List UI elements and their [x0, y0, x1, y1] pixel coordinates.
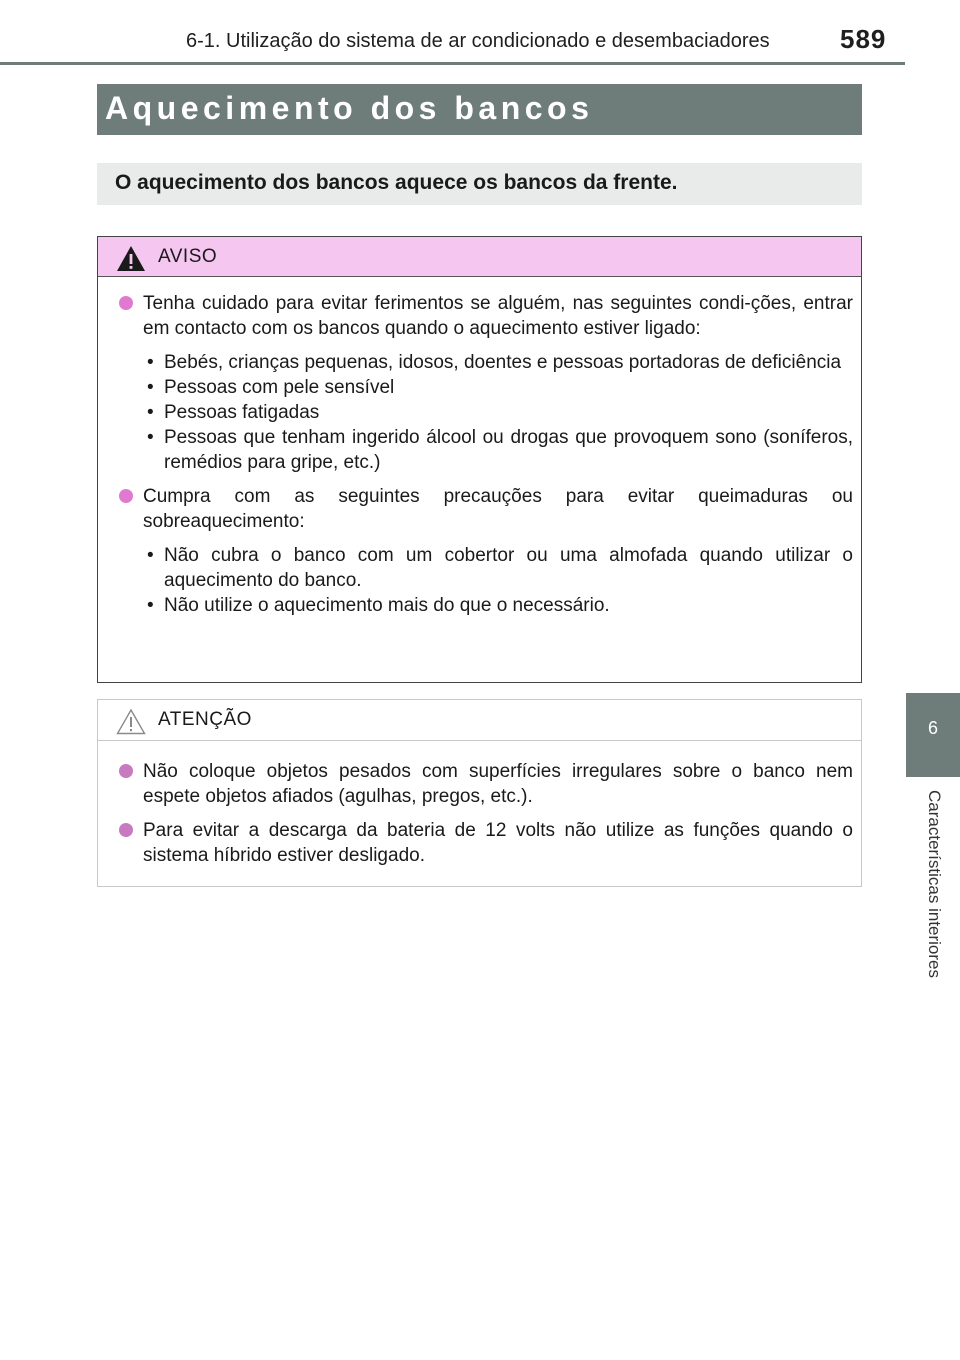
intro-box	[97, 163, 862, 205]
warning-label: AVISO	[158, 246, 218, 267]
intro-text: O aquecimento dos bancos aquece os bancos da frente.	[115, 171, 678, 194]
warning-sublist	[118, 350, 853, 475]
list-item-text: Não cubra o banco com um cobertor ou uma almofada quando utilizar o aquecimento do banco.	[164, 545, 853, 591]
paragraph-text: Cumpra com as seguintes precauções para evitar queimaduras ou sobreaquecimento:	[143, 486, 853, 532]
chapter-tab-number: 6	[906, 693, 960, 777]
list-item-text: Bebés, crianças pequenas, idosos, doentes e pessoas portadoras de deficiência	[164, 352, 842, 373]
caution-paragraph	[118, 818, 853, 868]
warning-box	[97, 236, 862, 683]
list-item: • Não cubra o banco com um cobertor ou uma almofada quando utilizar o aquecimento do banco.	[147, 545, 853, 591]
caution-paragraph	[118, 759, 853, 809]
list-item: • Pessoas fatigadas	[147, 402, 320, 423]
warning-header	[98, 237, 861, 277]
caution-label: ATENÇÃO	[158, 709, 252, 730]
list-item: • Pessoas com pele sensível	[147, 377, 395, 398]
page-header	[0, 0, 905, 70]
list-item: • Bebés, crianças pequenas, idosos, doentes e pessoas portadoras de deficiência	[147, 352, 842, 373]
section-heading-text: Aquecimento dos bancos	[105, 90, 594, 126]
warning-triangle-filled-icon	[116, 245, 146, 272]
bullet-dot-icon	[119, 823, 133, 837]
list-item-text: Pessoas fatigadas	[164, 402, 320, 423]
list-item-text: Não utilize o aquecimento mais do que o necessário.	[164, 595, 610, 616]
paragraph-text: Tenha cuidado para evitar ferimentos se alguém, nas seguintes condi-ções, entrar em contacto com os bancos quando o aquecimento estiver ligado:	[143, 293, 853, 339]
caution-body	[98, 741, 861, 868]
list-item: • Não utilize o aquecimento mais do que o necessário.	[147, 595, 610, 616]
bullet-dot-icon	[119, 764, 133, 778]
warning-triangle-outline-icon	[116, 708, 146, 735]
bullet-dot-icon	[119, 296, 133, 310]
bullet-dot-icon	[119, 489, 133, 503]
paragraph-text: Para evitar a descarga da bateria de 12 volts não utilize as funções quando o sistema híbrido estiver desligado.	[143, 820, 853, 866]
warning-paragraph	[118, 291, 853, 341]
chapter-tab-label	[914, 790, 954, 1020]
caution-box	[97, 699, 862, 887]
list-item-text: Pessoas com pele sensível	[164, 377, 395, 398]
paragraph-text: Não coloque objetos pesados com superfícies irregulares sobre o banco nem espete objetos afiados (agulhas, pregos, etc.).	[143, 761, 853, 807]
list-item: • Pessoas que tenham ingerido álcool ou drogas que provoquem sono (soníferos, remédios para gripe, etc.)	[147, 427, 853, 473]
warning-sublist	[118, 543, 853, 618]
warning-body	[98, 277, 861, 618]
section-title: 6-1. Utilização do sistema de ar condicionado e desembaciadores	[186, 30, 770, 52]
caution-header	[98, 700, 861, 741]
section-heading	[97, 84, 862, 135]
chapter-tab-label-text: Características interiores	[925, 790, 944, 979]
list-item-text: Pessoas que tenham ingerido álcool ou drogas que provoquem sono (soníferos, remédios para gripe, etc.)	[164, 427, 853, 473]
page-number: 589	[840, 24, 887, 54]
warning-paragraph	[118, 484, 853, 534]
header-rule	[0, 62, 905, 65]
